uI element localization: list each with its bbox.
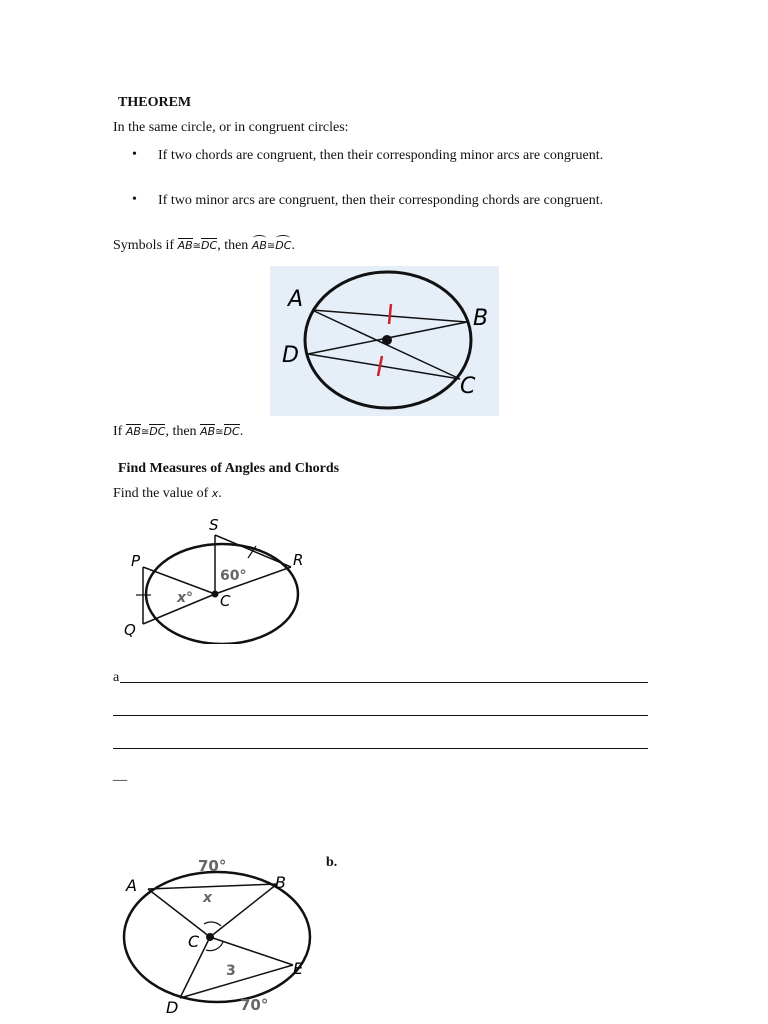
segment-ab: AB: [177, 239, 193, 252]
chord-ab: [148, 884, 277, 889]
answer-line-3[interactable]: [113, 748, 648, 749]
arc-dc: DC: [275, 239, 292, 252]
label-a: A: [288, 287, 304, 312]
label-q: Q: [124, 621, 136, 639]
figure-chords-arcs: [110, 852, 325, 1017]
arc-label-top: 70°: [198, 857, 227, 875]
symbols-line: [113, 238, 295, 254]
figure-find-x: [115, 514, 310, 644]
congruent-symbol-3: ≅: [140, 427, 150, 438]
segment-dc: DC: [201, 239, 218, 252]
radius-ca: [148, 889, 210, 937]
chord-de: [180, 965, 293, 998]
label-b: B: [473, 306, 489, 331]
chord-label-x: x: [203, 890, 213, 906]
angle-x: x°: [177, 590, 194, 606]
label-s: S: [209, 516, 219, 534]
arc-ab-2: AB: [125, 425, 141, 438]
label-e: E: [293, 959, 304, 978]
label-p: P: [131, 552, 141, 570]
label-c: C: [188, 932, 200, 951]
angle-mark-acb: [204, 922, 221, 926]
chord-label-3: 3: [226, 963, 236, 979]
center-point: [382, 335, 392, 345]
label-c: C: [460, 374, 476, 399]
prompt-period: .: [218, 486, 222, 501]
segment-ab-2: AB: [200, 425, 216, 438]
label-d: D: [166, 998, 179, 1017]
part-b-label: b.: [326, 855, 338, 870]
converse-period: .: [239, 424, 244, 439]
section-heading: Find Measures of Angles and Chords: [118, 461, 340, 476]
variable-x: x: [211, 487, 219, 500]
radius-ce: [210, 937, 293, 965]
label-b: B: [275, 873, 286, 892]
converse-line: [113, 424, 243, 440]
bullet-2-dot: •: [132, 192, 137, 207]
angle-mark-dce: [206, 942, 223, 951]
congruent-symbol-4: ≅: [215, 427, 224, 438]
answer-line-2[interactable]: [113, 715, 648, 716]
prompt-text: Find the value of: [113, 486, 209, 501]
label-d: D: [282, 343, 299, 368]
answer-a-label: a: [113, 670, 120, 685]
congruent-symbol-2: ≅: [266, 241, 276, 252]
symbols-prefix: Symbols if: [113, 238, 175, 253]
arc-dc-2: DC: [149, 425, 166, 438]
center-c: [206, 933, 214, 941]
center-c: [212, 591, 219, 598]
bullet-2: If two minor arcs are congruent, then their corresponding chords are congruent.: [158, 193, 604, 208]
angle-60: 60°: [220, 568, 247, 584]
label-r: R: [293, 551, 304, 569]
congruent-symbol: ≅: [192, 241, 202, 252]
answer-line-1[interactable]: [120, 682, 648, 683]
converse-then: , then: [165, 424, 197, 439]
bullet-1: If two chords are congruent, then their corresponding minor arcs are congruent.: [158, 148, 604, 163]
radius-cb: [210, 884, 277, 937]
theorem-intro: In the same circle, or in congruent circles:: [113, 120, 349, 135]
arc-label-bottom: 70°: [240, 996, 269, 1014]
answer-dash: __: [113, 768, 127, 783]
converse-if: If: [113, 424, 123, 439]
theorem-heading: THEOREM: [118, 95, 192, 110]
label-a: A: [126, 876, 137, 895]
label-c: C: [220, 592, 231, 610]
segment-dc-2: DC: [223, 425, 240, 438]
symbols-then: , then: [217, 238, 249, 253]
figure-congruent-chords: [270, 266, 499, 416]
find-prompt: [113, 486, 222, 502]
arc-ab: AB: [251, 239, 267, 252]
bullet-1-dot: •: [132, 147, 137, 162]
symbols-period: .: [291, 238, 295, 253]
